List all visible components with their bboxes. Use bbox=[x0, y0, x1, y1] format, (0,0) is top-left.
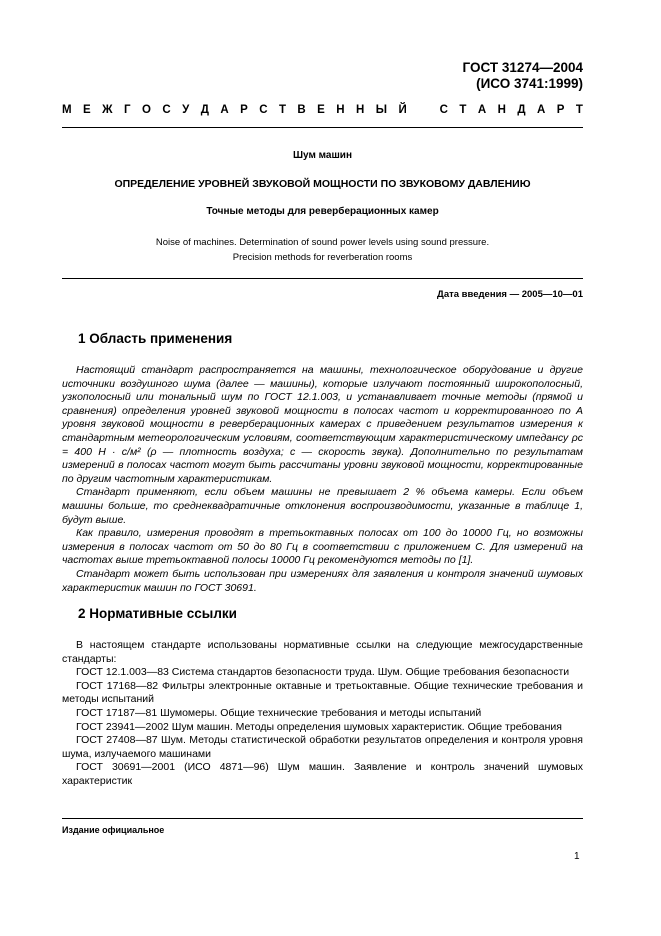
banner-letter: У bbox=[182, 104, 190, 116]
banner-letter: Н bbox=[356, 104, 365, 116]
banner-letter: Н bbox=[336, 104, 345, 116]
title-subject: Шум машин bbox=[292, 150, 352, 161]
iso-number: (ИСО 3741:1999) bbox=[476, 76, 583, 91]
reference-item: ГОСТ 17187—81 Шумомеры. Общие технические требования и методы испытаний bbox=[76, 706, 482, 719]
banner-letter: Н bbox=[497, 104, 506, 116]
introduction-date: Дата введения — 2005—10—01 bbox=[437, 289, 583, 300]
reference-item: ГОСТ 17168—82 Фильтры электронные октавные и третьоктавные. Общие технические требования и методы испытаний bbox=[62, 679, 583, 706]
banner-letter: А bbox=[536, 104, 546, 116]
reference-item: ГОСТ 23941—2002 Шум машин. Методы определения шумовых характеристик. Общие требования bbox=[76, 720, 562, 733]
paragraph: Как правило, измерения проводят в третьоктавных полосах от 100 до 10000 Гц, но возможны измерения в полосах частот от 50 до 80 Гц в соответствии с приложением С. Для измерений на частотах выше третьоктавной полосы 10000 Гц рекомендуются методы по [1]. bbox=[62, 527, 583, 567]
banner-letter: Р bbox=[240, 104, 248, 116]
interstate-standard-banner bbox=[62, 103, 583, 117]
reference-item: ГОСТ 12.1.003—83 Система стандартов безопасности труда. Шум. Общие требования безопасности bbox=[76, 666, 570, 679]
banner-letter: Е bbox=[83, 104, 91, 116]
reference-item: ГОСТ 30691—2001 (ИСО 4871—96) Шум машин. Заявление и контроль значений шумовых характеристик bbox=[62, 761, 583, 787]
section-1-body bbox=[62, 364, 583, 595]
section-2-body bbox=[62, 639, 583, 789]
paragraph: В настоящем стандарте использованы нормативные ссылки на следующие межгосударственные стандарты: bbox=[62, 639, 583, 665]
edition-note: Издание официальное bbox=[62, 825, 165, 835]
banner-gap bbox=[418, 103, 428, 117]
banner-letter: Т bbox=[575, 104, 583, 116]
banner-letter: Ы bbox=[375, 104, 388, 116]
banner-letter: В bbox=[297, 104, 306, 116]
paragraph: Стандарт применяют, если объем машины не превышает 2 % объема камеры. Если объем машины больше, то среднеквадратичные отклонения воспроизводимости, указанные в таблице 1, будут выше. bbox=[62, 486, 583, 526]
banner-letter: С bbox=[259, 104, 268, 116]
banner-letter: О bbox=[141, 104, 151, 116]
section-2-heading: 2 Нормативные ссылки bbox=[78, 606, 237, 621]
banner-letter: С bbox=[439, 104, 448, 116]
banner-letter: Д bbox=[517, 104, 526, 116]
title-rule bbox=[62, 278, 583, 279]
banner-letter: М bbox=[62, 104, 72, 116]
english-title-line1: Noise of machines. Determination of sound power levels using sound pressure. bbox=[155, 237, 490, 248]
banner-letter: А bbox=[477, 104, 487, 116]
banner-letter: Т bbox=[459, 104, 467, 116]
banner-letter: Г bbox=[123, 104, 131, 116]
banner-letter: Т bbox=[278, 104, 286, 116]
english-title bbox=[62, 235, 583, 265]
banner-letter: Й bbox=[398, 104, 407, 116]
standard-number: ГОСТ 31274—2004 bbox=[462, 60, 583, 75]
banner-letter: Д bbox=[200, 104, 209, 116]
paragraph: Настоящий стандарт распространяется на машины, технологическое оборудование и другие источники воздушного шума (далее — машины), которые излучают постоянный широкополосный, узкополосный или тональный шум по ГОСТ 12.1.003, и устанавливает точные методы (прямой и сравнения) определения уровней звуковой мощности в полосах частот и корректированного по А уровня звуковой мощности в реверберационных камерах с приведением результатов измерения к стандартным метеорологическим условиям, соответствующим характеристическому импедансу ρс = 400 Н · с/м² (ρ — плотность воздуха; с — скорость звука). Дополнительно по результатам измерений в полосах частот могут быть рассчитаны уровни звуковой мощности, корректированные по другим частотным характеристикам. bbox=[62, 364, 583, 485]
banner-letter: Р bbox=[556, 104, 565, 116]
standard-number-block bbox=[463, 60, 583, 92]
page-number: 1 bbox=[574, 851, 580, 862]
title-main: ОПРЕДЕЛЕНИЕ УРОВНЕЙ ЗВУКОВОЙ МОЩНОСТИ ПО ЗВУКОВОМУ ДАВЛЕНИЮ bbox=[114, 178, 531, 190]
english-title-line2: Precision methods for reverberation rooms bbox=[232, 252, 413, 263]
banner-letter: Е bbox=[317, 104, 325, 116]
paragraph: Стандарт может быть использован при измерениях для заявления и контроля значений шумовых характеристик машин по ГОСТ 30691. bbox=[62, 567, 583, 594]
reference-item: ГОСТ 27408—87 Шум. Методы статистической обработки результатов определения и контроля уровня шума, излучаемого машинами bbox=[62, 734, 583, 760]
banner-letter: А bbox=[220, 104, 229, 116]
section-1-heading: 1 Область применения bbox=[78, 331, 233, 346]
footer-rule bbox=[62, 818, 583, 819]
banner-rule bbox=[62, 127, 583, 128]
banner-letter: С bbox=[162, 104, 171, 116]
banner-letter: Ж bbox=[102, 104, 113, 116]
title-sub: Точные методы для реверберационных камер bbox=[206, 206, 439, 217]
